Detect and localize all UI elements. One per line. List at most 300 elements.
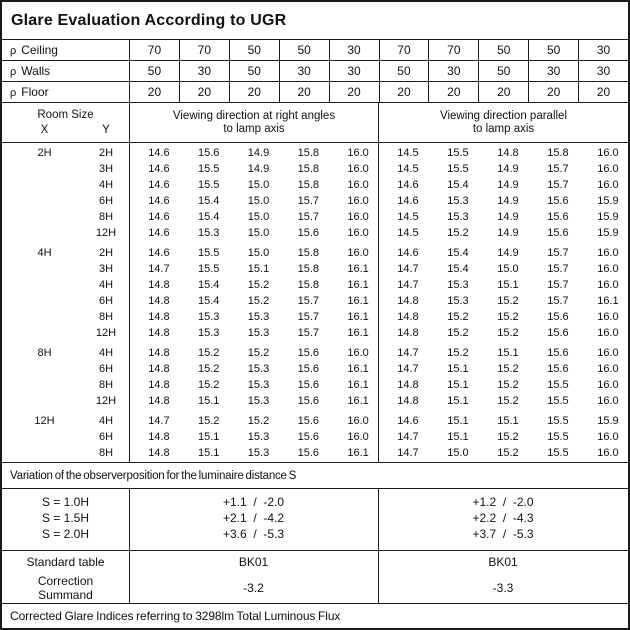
ugr-value-parallel: 15.2	[447, 311, 469, 323]
variation-label: S = 1.5H	[41, 511, 90, 525]
ugr-value-right-angles: 16.1	[347, 263, 369, 275]
xy-column-headers	[2, 124, 129, 137]
ugr-value-right-angles: 14.8	[148, 279, 170, 291]
ugr-value-parallel: 15.7	[547, 279, 569, 291]
reflectance-value: 30	[578, 61, 628, 81]
ugr-value-parallel: 14.9	[497, 227, 519, 239]
ugr-value-parallel: 15.2	[447, 327, 469, 339]
ugr-value-parallel: 15.0	[497, 263, 519, 275]
reflectance-value: 20	[129, 82, 179, 102]
ugr-value-parallel: 15.3	[447, 195, 469, 207]
reflectance-value: 30	[578, 40, 628, 60]
ugr-value-right-angles: 15.0	[247, 195, 270, 207]
ugr-value-parallel: 15.5	[447, 147, 469, 159]
reflectance-value: 70	[428, 40, 478, 60]
ugr-value-parallel: 15.7	[547, 295, 569, 307]
label-column-divider-line	[129, 143, 130, 462]
reflectance-value: 30	[428, 61, 478, 81]
ugr-value-right-angles: 15.3	[247, 363, 270, 375]
ugr-value-parallel: 14.8	[397, 295, 419, 307]
reflectance-value: 20	[428, 82, 478, 102]
ugr-value-parallel: 15.6	[547, 227, 569, 239]
ugr-value-parallel: 14.9	[497, 179, 519, 191]
room-y-label: 2H	[98, 147, 114, 159]
variation-value-a: +3.6 / -5.3	[222, 527, 285, 541]
ugr-value-right-angles: 16.0	[347, 195, 369, 207]
ugr-value-right-angles: 15.7	[297, 195, 319, 207]
ugr-value-right-angles: 14.6	[148, 227, 170, 239]
ugr-value-parallel: 16.0	[597, 447, 619, 459]
correction-label-line1: Correction	[37, 574, 94, 588]
correction-summand-label	[2, 574, 129, 602]
room-y-label: 6H	[98, 363, 114, 375]
ugr-value-parallel: 16.0	[597, 327, 619, 339]
ugr-value-right-angles: 16.0	[347, 247, 369, 259]
ugr-value-right-angles: 15.6	[297, 227, 319, 239]
ugr-value-parallel: 14.8	[397, 311, 419, 323]
reflectance-row	[2, 82, 628, 103]
ugr-value-right-angles: 15.7	[297, 327, 319, 339]
ugr-value-parallel: 15.1	[447, 379, 469, 391]
ugr-value-parallel: 15.5	[547, 395, 569, 407]
table-row	[2, 277, 628, 293]
group-divider-line	[378, 489, 379, 550]
ugr-value-parallel: 15.5	[447, 163, 469, 175]
ugr-value-parallel: 14.7	[397, 347, 419, 359]
group-b-header-line1: Viewing direction parallel	[440, 109, 567, 122]
ugr-value-parallel: 15.3	[447, 295, 469, 307]
reflectance-value: 70	[379, 40, 429, 60]
ugr-value-parallel: 15.6	[547, 347, 569, 359]
table-row	[2, 393, 628, 409]
ugr-value-parallel: 16.0	[597, 347, 619, 359]
ugr-value-parallel: 15.7	[547, 263, 569, 275]
ugr-value-parallel: 14.7	[397, 363, 419, 375]
table-row	[2, 245, 628, 261]
room-x-label: 12H	[34, 415, 55, 427]
correction-value-b: -3.3	[492, 581, 514, 595]
reflectance-value: 20	[578, 82, 628, 102]
ugr-value-right-angles: 15.3	[247, 447, 270, 459]
variation-row	[2, 510, 628, 526]
page-title: Glare Evaluation According to UGR	[2, 2, 628, 40]
reflectance-value: 50	[528, 40, 578, 60]
ugr-value-right-angles: 16.1	[347, 327, 369, 339]
variation-value-b: +2.2 / -4.3	[472, 511, 534, 525]
ugr-value-right-angles: 14.9	[247, 163, 270, 175]
table-row	[2, 261, 628, 277]
room-y-label: 4H	[98, 347, 114, 359]
ugr-value-parallel: 15.6	[547, 363, 569, 375]
ugr-value-right-angles: 15.8	[297, 247, 319, 259]
ugr-value-parallel: 15.2	[497, 327, 519, 339]
reflectance-value: 50	[279, 40, 329, 60]
ugr-value-right-angles: 15.6	[297, 431, 319, 443]
ugr-value-right-angles: 15.3	[197, 311, 220, 323]
ugr-value-right-angles: 15.2	[197, 379, 220, 391]
ugr-value-right-angles: 15.1	[197, 431, 220, 443]
ugr-value-right-angles: 16.0	[347, 211, 369, 223]
rho-symbol: ρ	[10, 87, 17, 99]
reflectance-value: 20	[229, 82, 279, 102]
ugr-value-parallel: 14.6	[397, 195, 419, 207]
ugr-value-parallel: 14.5	[397, 211, 419, 223]
ugr-value-parallel: 15.5	[547, 447, 569, 459]
ugr-value-right-angles: 16.0	[347, 347, 369, 359]
ugr-value-right-angles: 15.4	[197, 195, 220, 207]
group-b-header	[378, 103, 628, 142]
ugr-value-right-angles: 15.3	[247, 379, 270, 391]
table-row	[2, 325, 628, 341]
room-y-label: 12H	[95, 227, 117, 239]
room-y-label: 6H	[98, 431, 114, 443]
ugr-value-parallel: 15.3	[447, 279, 469, 291]
correction-value-a: -3.2	[243, 581, 264, 595]
standard-table-row	[2, 551, 628, 573]
ugr-value-parallel: 16.0	[597, 163, 619, 175]
reflectance-value: 20	[329, 82, 379, 102]
reflectance-value: 20	[528, 82, 578, 102]
ugr-value-right-angles: 15.0	[247, 227, 270, 239]
table-row	[2, 209, 628, 225]
table-row	[2, 225, 628, 241]
ugr-value-right-angles: 15.8	[297, 147, 319, 159]
ugr-value-right-angles: 14.9	[247, 147, 270, 159]
ugr-value-right-angles: 15.8	[297, 263, 319, 275]
ugr-value-parallel: 16.0	[597, 395, 619, 407]
table-row	[2, 193, 628, 209]
variation-row	[2, 526, 628, 542]
ugr-value-right-angles: 16.0	[347, 179, 369, 191]
ugr-value-right-angles: 15.4	[197, 279, 220, 291]
ugr-value-parallel: 15.9	[597, 211, 619, 223]
ugr-value-parallel: 15.2	[497, 363, 519, 375]
ugr-value-right-angles: 14.8	[148, 379, 170, 391]
correction-summand-row	[2, 573, 628, 603]
ugr-value-right-angles: 16.1	[347, 311, 369, 323]
ugr-value-right-angles: 15.2	[247, 295, 270, 307]
reflectance-value: 30	[279, 61, 329, 81]
ugr-value-parallel: 16.0	[597, 179, 619, 191]
reflectance-value: 30	[329, 61, 379, 81]
reflectance-table	[2, 40, 628, 103]
variation-value-b: +1.2 / -2.0	[472, 495, 534, 509]
ugr-value-parallel: 15.8	[547, 147, 569, 159]
ugr-value-right-angles: 15.8	[297, 279, 319, 291]
table-row	[2, 145, 628, 161]
reflectance-value: 50	[379, 61, 429, 81]
ugr-value-parallel: 16.0	[597, 279, 619, 291]
ugr-value-parallel: 15.2	[447, 347, 469, 359]
ugr-value-parallel: 16.0	[597, 363, 619, 375]
ugr-value-parallel: 14.9	[497, 247, 519, 259]
ugr-value-right-angles: 14.6	[148, 211, 170, 223]
ugr-value-parallel: 15.1	[497, 347, 519, 359]
ugr-value-right-angles: 14.6	[148, 147, 170, 159]
reflectance-label	[2, 40, 129, 60]
direction-header	[2, 103, 628, 143]
ugr-value-parallel: 15.1	[447, 395, 469, 407]
ugr-value-right-angles: 15.2	[197, 363, 220, 375]
room-x-label: 4H	[37, 247, 52, 259]
table-row	[2, 177, 628, 193]
ugr-value-right-angles: 15.2	[197, 347, 220, 359]
ugr-value-parallel: 15.5	[547, 415, 569, 427]
ugr-value-right-angles: 14.7	[148, 263, 170, 275]
standard-table-value-a: BK01	[238, 555, 269, 569]
ugr-value-parallel: 14.9	[497, 211, 519, 223]
ugr-value-parallel: 15.5	[547, 431, 569, 443]
ugr-value-right-angles: 15.5	[197, 263, 220, 275]
standard-table-value-b: BK01	[488, 555, 518, 569]
room-y-label: 3H	[98, 263, 114, 275]
ugr-value-parallel: 15.2	[497, 379, 519, 391]
ugr-value-parallel: 14.8	[397, 395, 419, 407]
ugr-block	[2, 413, 628, 461]
ugr-value-right-angles: 15.6	[297, 379, 319, 391]
ugr-value-parallel: 15.2	[447, 227, 469, 239]
reflectance-value: 30	[329, 40, 379, 60]
standard-table-section	[2, 551, 628, 604]
variation-label: S = 1.0H	[41, 495, 90, 509]
ugr-value-right-angles: 15.2	[197, 415, 220, 427]
ugr-value-parallel: 15.9	[597, 415, 619, 427]
reflectance-value: 50	[229, 40, 279, 60]
ugr-value-parallel: 15.1	[447, 431, 469, 443]
ugr-value-right-angles: 15.0	[247, 211, 270, 223]
reflectance-label	[2, 61, 129, 81]
ugr-value-parallel: 14.6	[397, 179, 419, 191]
ugr-value-right-angles: 16.1	[347, 447, 369, 459]
ugr-value-parallel: 14.6	[397, 247, 419, 259]
ugr-block	[2, 345, 628, 409]
reflectance-surface-label: Ceiling	[21, 43, 58, 57]
room-y-label: 4H	[98, 415, 114, 427]
variation-value-b: +3.7 / -5.3	[472, 527, 534, 541]
ugr-value-right-angles: 15.3	[197, 227, 220, 239]
ugr-value-right-angles: 15.7	[297, 311, 319, 323]
reflectance-value: 50	[129, 61, 179, 81]
group-a-header-line1: Viewing direction at right angles	[172, 109, 336, 122]
ugr-value-right-angles: 14.6	[148, 195, 170, 207]
ugr-value-parallel: 14.9	[497, 163, 519, 175]
ugr-value-right-angles: 14.7	[148, 415, 170, 427]
table-row	[2, 361, 628, 377]
room-y-label: 3H	[98, 163, 114, 175]
y-col-header: Y	[102, 123, 110, 136]
ugr-value-right-angles: 14.8	[148, 395, 170, 407]
ugr-value-right-angles: 16.0	[347, 415, 369, 427]
room-y-label: 4H	[98, 279, 114, 291]
ugr-value-right-angles: 15.5	[197, 163, 220, 175]
ugr-value-right-angles: 15.8	[297, 163, 319, 175]
room-y-label: 4H	[98, 179, 114, 191]
reflectance-surface-label: Floor	[21, 85, 49, 99]
ugr-value-parallel: 14.8	[397, 327, 419, 339]
room-y-label: 8H	[98, 379, 114, 391]
ugr-value-parallel: 15.9	[597, 195, 619, 207]
variation-value-a: +2.1 / -4.2	[222, 511, 285, 525]
ugr-value-right-angles: 16.0	[347, 227, 369, 239]
ugr-value-parallel: 15.1	[497, 415, 519, 427]
ugr-value-right-angles: 16.1	[347, 379, 369, 391]
room-y-label: 8H	[98, 311, 114, 323]
ugr-value-right-angles: 15.1	[197, 447, 220, 459]
ugr-value-parallel: 15.0	[447, 447, 469, 459]
ugr-value-parallel: 15.1	[497, 279, 519, 291]
standard-table-label: Standard table	[26, 555, 105, 569]
group-b-header-line2: to lamp axis	[472, 122, 535, 135]
variation-value-a: +1.1 / -2.0	[222, 495, 285, 509]
group-divider-line	[378, 143, 379, 462]
room-y-label: 8H	[98, 211, 114, 223]
ugr-value-parallel: 15.9	[597, 227, 619, 239]
reflectance-value: 70	[129, 40, 179, 60]
room-y-label: 12H	[95, 395, 117, 407]
ugr-value-parallel: 14.5	[397, 147, 419, 159]
table-row	[2, 429, 628, 445]
ugr-value-parallel: 15.6	[547, 211, 569, 223]
ugr-value-right-angles: 14.8	[148, 327, 170, 339]
ugr-value-parallel: 16.0	[597, 263, 619, 275]
reflectance-value: 50	[478, 61, 528, 81]
ugr-value-parallel: 16.0	[597, 147, 619, 159]
ugr-value-parallel: 15.7	[547, 163, 569, 175]
ugr-value-parallel: 14.5	[397, 163, 419, 175]
ugr-value-parallel: 14.8	[397, 379, 419, 391]
ugr-value-parallel: 15.2	[497, 431, 519, 443]
ugr-value-right-angles: 15.3	[247, 431, 270, 443]
room-y-label: 6H	[98, 195, 114, 207]
room-y-label: 8H	[98, 447, 114, 459]
x-col-header: X	[40, 123, 49, 136]
ugr-block	[2, 245, 628, 341]
label-column-divider-line	[129, 489, 130, 550]
rho-symbol: ρ	[10, 45, 17, 57]
reflectance-value: 30	[528, 61, 578, 81]
ugr-value-parallel: 15.6	[547, 311, 569, 323]
reflectance-value: 20	[179, 82, 229, 102]
ugr-value-parallel: 15.2	[497, 395, 519, 407]
room-y-label: 2H	[98, 247, 114, 259]
ugr-value-right-angles: 16.0	[347, 147, 369, 159]
reflectance-value: 20	[379, 82, 429, 102]
ugr-block	[2, 145, 628, 241]
group-divider-line	[378, 551, 379, 603]
room-y-label: 6H	[98, 295, 114, 307]
ugr-value-parallel: 15.6	[547, 327, 569, 339]
reflectance-label	[2, 82, 129, 102]
ugr-value-parallel: 16.1	[597, 295, 619, 307]
ugr-value-parallel: 15.3	[447, 211, 469, 223]
table-row	[2, 377, 628, 393]
ugr-value-parallel: 15.6	[547, 195, 569, 207]
ugr-value-parallel: 14.7	[397, 447, 419, 459]
table-row	[2, 345, 628, 361]
ugr-value-right-angles: 15.2	[247, 347, 270, 359]
ugr-value-right-angles: 16.1	[347, 279, 369, 291]
reflectance-value: 20	[478, 82, 528, 102]
ugr-value-right-angles: 15.6	[197, 147, 220, 159]
ugr-value-right-angles: 15.3	[247, 311, 270, 323]
reflectance-surface-label: Walls	[21, 64, 51, 78]
ugr-value-parallel: 16.0	[597, 379, 619, 391]
group-a-header	[129, 103, 378, 142]
table-row	[2, 161, 628, 177]
ugr-value-right-angles: 16.1	[347, 363, 369, 375]
ugr-value-right-angles: 14.8	[148, 447, 170, 459]
ugr-value-right-angles: 15.5	[197, 179, 220, 191]
ugr-value-right-angles: 14.6	[148, 163, 170, 175]
ugr-value-right-angles: 15.0	[247, 179, 270, 191]
ugr-value-right-angles: 15.1	[197, 395, 220, 407]
ugr-value-parallel: 14.7	[397, 279, 419, 291]
table-row	[2, 309, 628, 325]
room-y-label: 12H	[95, 327, 117, 339]
room-size-label: Room Size	[37, 108, 94, 121]
label-column-divider-line	[129, 551, 130, 603]
variation-row	[2, 494, 628, 510]
ugr-value-parallel: 15.5	[547, 379, 569, 391]
correction-label-line2: Summand	[38, 588, 93, 602]
ugr-value-right-angles: 16.1	[347, 295, 369, 307]
ugr-value-parallel: 15.4	[447, 263, 469, 275]
ugr-value-right-angles: 14.8	[148, 363, 170, 375]
reflectance-value: 30	[179, 61, 229, 81]
table-row	[2, 293, 628, 309]
ugr-value-right-angles: 14.8	[148, 311, 170, 323]
ugr-value-right-angles: 16.0	[347, 163, 369, 175]
ugr-value-right-angles: 15.2	[247, 415, 270, 427]
ugr-value-right-angles: 16.1	[347, 395, 369, 407]
rho-symbol: ρ	[10, 66, 17, 78]
ugr-value-right-angles: 15.8	[297, 179, 319, 191]
ugr-value-right-angles: 15.6	[297, 347, 319, 359]
ugr-value-parallel: 15.7	[547, 247, 569, 259]
ugr-value-right-angles: 15.4	[197, 211, 220, 223]
ugr-value-right-angles: 15.6	[297, 447, 319, 459]
variation-heading: Variation of the observerposition for the luminaire distance S	[2, 463, 628, 489]
ugr-value-parallel: 15.7	[547, 179, 569, 191]
ugr-value-right-angles: 15.6	[297, 395, 319, 407]
reflectance-row	[2, 40, 628, 61]
ugr-value-right-angles: 15.1	[247, 263, 270, 275]
reflectance-value: 50	[229, 61, 279, 81]
reflectance-value: 70	[179, 40, 229, 60]
ugr-value-parallel: 15.4	[447, 179, 469, 191]
ugr-value-parallel: 14.8	[497, 147, 519, 159]
ugr-value-right-angles: 14.8	[148, 431, 170, 443]
table-row	[2, 445, 628, 461]
ugr-value-parallel: 15.1	[447, 415, 469, 427]
room-size-header	[2, 103, 129, 142]
room-x-label: 8H	[37, 347, 52, 359]
ugr-value-right-angles: 15.6	[297, 363, 319, 375]
ugr-value-right-angles: 15.2	[247, 279, 270, 291]
ugr-value-right-angles: 14.8	[148, 295, 170, 307]
ugr-value-right-angles: 15.5	[197, 247, 220, 259]
ugr-value-right-angles: 15.7	[297, 211, 319, 223]
ugr-value-right-angles: 15.3	[197, 327, 220, 339]
room-x-label: 2H	[37, 147, 52, 159]
ugr-value-right-angles: 14.6	[148, 247, 170, 259]
ugr-value-right-angles: 16.0	[347, 431, 369, 443]
ugr-value-right-angles: 14.8	[148, 347, 170, 359]
group-a-header-line2: to lamp axis	[223, 122, 285, 135]
ugr-value-right-angles: 15.7	[297, 295, 319, 307]
reflectance-value: 20	[279, 82, 329, 102]
ugr-value-right-angles: 15.4	[197, 295, 220, 307]
